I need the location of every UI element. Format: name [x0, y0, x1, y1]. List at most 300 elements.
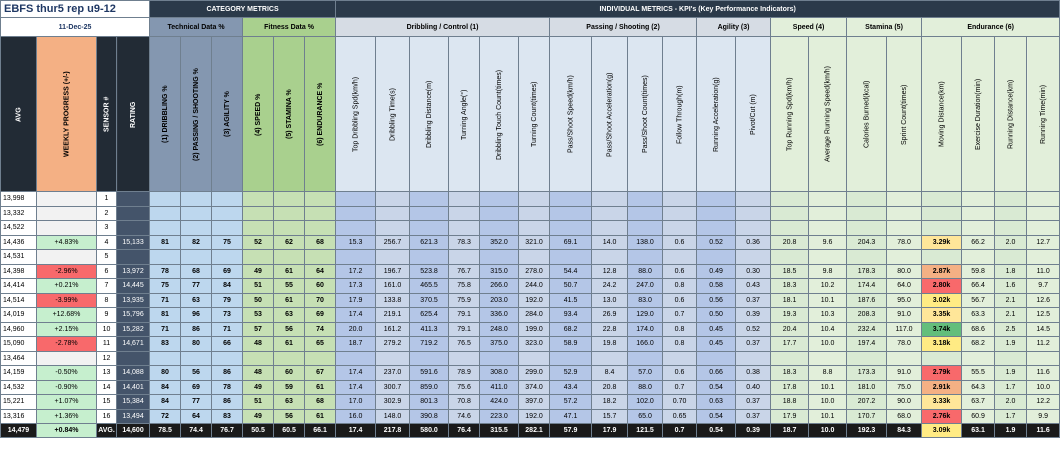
kpi-value-cell: 63.3: [962, 308, 995, 323]
avg-cell: 13,464: [1, 351, 37, 366]
kpi-value-cell: 232.4: [847, 322, 887, 337]
kpi-value-cell: 0.6: [663, 366, 697, 381]
kpi-value-cell: 54.4: [550, 264, 592, 279]
sensor-cell: 14: [97, 380, 117, 395]
category-value-cell: 66: [212, 337, 243, 352]
kpi-value-cell: 0.6: [663, 235, 697, 250]
kpi-value-cell: 56.7: [962, 293, 995, 308]
category-value-cell: 78: [150, 264, 181, 279]
kpi-value-cell: 18.3: [771, 366, 809, 381]
footer-kpi-value: 580.0: [410, 424, 449, 438]
kpi-value-cell: 76.7: [449, 264, 480, 279]
category-value-cell: 96: [181, 308, 212, 323]
category-value-cell: 60: [305, 279, 336, 294]
sensor-cell: 11: [97, 337, 117, 352]
category-value-cell: [243, 206, 274, 221]
kpi-value-cell: 801.3: [410, 395, 449, 410]
sensor-cell: 13: [97, 366, 117, 381]
category-value-cell: 75: [150, 279, 181, 294]
moving-distance-cell: 3.18k: [922, 337, 962, 352]
kpi-value-cell: 0.6: [663, 293, 697, 308]
footer-avg: 14,479: [1, 424, 37, 438]
kpi-value-cell: 17.3: [336, 279, 376, 294]
category-value-cell: 68: [181, 264, 212, 279]
category-value-cell: [212, 221, 243, 236]
category-value-cell: [243, 351, 274, 366]
moving-distance-cell: 3.29k: [922, 235, 962, 250]
kpi-value-cell: [887, 192, 922, 207]
category-value-cell: 65: [305, 337, 336, 352]
col-header-kpi: Sprint Count(times): [887, 37, 922, 192]
kpi-value-cell: [550, 192, 592, 207]
kpi-group-header: Speed (4): [771, 18, 847, 37]
kpi-value-cell: 10.0: [1027, 380, 1060, 395]
kpi-value-cell: 88.0: [628, 264, 663, 279]
kpi-value-cell: 2.0: [995, 235, 1027, 250]
footer-kpi-value: 18.7: [771, 424, 809, 438]
kpi-value-cell: 91.0: [887, 308, 922, 323]
kpi-value-cell: 187.6: [847, 293, 887, 308]
kpi-value-cell: 17.8: [771, 380, 809, 395]
kpi-value-cell: 0.70: [663, 395, 697, 410]
kpi-value-cell: 93.4: [550, 308, 592, 323]
kpi-value-cell: [336, 206, 376, 221]
kpi-value-cell: 9.7: [1027, 279, 1060, 294]
kpi-value-cell: [336, 192, 376, 207]
sensor-cell: 8: [97, 293, 117, 308]
category-value-cell: 86: [212, 395, 243, 410]
kpi-value-cell: 78.3: [449, 235, 480, 250]
kpi-value-cell: 66.2: [962, 235, 995, 250]
category-value-cell: [150, 250, 181, 265]
kpi-value-cell: 0.38: [736, 366, 771, 381]
kpi-value-cell: 1.7: [995, 380, 1027, 395]
category-value-cell: 63: [274, 308, 305, 323]
kpi-value-cell: 102.0: [628, 395, 663, 410]
category-value-cell: [305, 221, 336, 236]
kpi-value-cell: [995, 221, 1027, 236]
kpi-value-cell: 397.0: [519, 395, 550, 410]
kpi-value-cell: 10.4: [809, 322, 847, 337]
kpi-value-cell: 374.0: [519, 380, 550, 395]
kpi-value-cell: 8.8: [809, 366, 847, 381]
kpi-value-cell: [336, 221, 376, 236]
kpi-value-cell: 78.9: [449, 366, 480, 381]
kpi-value-cell: [449, 192, 480, 207]
kpi-value-cell: 161.2: [376, 322, 410, 337]
weekly-progress-cell: -2.78%: [37, 337, 97, 352]
kpi-group-header: Endurance (6): [922, 18, 1060, 37]
kpi-value-cell: 20.4: [771, 322, 809, 337]
kpi-value-cell: 88.0: [628, 380, 663, 395]
kpi-value-cell: 0.40: [736, 380, 771, 395]
kpi-value-cell: 181.0: [847, 380, 887, 395]
kpi-value-cell: 199.0: [519, 322, 550, 337]
kpi-value-cell: [550, 206, 592, 221]
kpi-value-cell: [887, 351, 922, 366]
category-value-cell: 63: [181, 293, 212, 308]
col-header-rating: RATING: [117, 37, 150, 192]
kpi-value-cell: 0.50: [697, 308, 736, 323]
category-value-cell: [150, 221, 181, 236]
avg-cell: 13,316: [1, 409, 37, 424]
category-value-cell: 69: [181, 380, 212, 395]
kpi-value-cell: [628, 206, 663, 221]
kpi-value-cell: 0.58: [697, 279, 736, 294]
kpi-group-header: Agility (3): [697, 18, 771, 37]
avg-cell: 14,414: [1, 279, 37, 294]
category-value-cell: 52: [243, 235, 274, 250]
kpi-value-cell: 9.6: [809, 235, 847, 250]
col-header-kpi: Top Dribbling Spd(km/h): [336, 37, 376, 192]
rating-cell: 13,972: [117, 264, 150, 279]
kpi-value-cell: 12.5: [1027, 308, 1060, 323]
category-value-cell: [212, 206, 243, 221]
kpi-value-cell: [697, 206, 736, 221]
category-value-cell: [274, 351, 305, 366]
kpi-value-cell: 17.2: [336, 264, 376, 279]
kpi-value-cell: 244.0: [519, 279, 550, 294]
kpi-value-cell: 79.1: [449, 322, 480, 337]
kpi-value-cell: 129.0: [628, 308, 663, 323]
footer-category-value: 60.5: [274, 424, 305, 438]
kpi-value-cell: 18.7: [336, 337, 376, 352]
kpi-value-cell: [1027, 192, 1060, 207]
kpi-value-cell: 11.2: [1027, 337, 1060, 352]
col-header-kpi: Dribbling Time(s): [376, 37, 410, 192]
weekly-progress-cell: -2.96%: [37, 264, 97, 279]
kpi-value-cell: [663, 206, 697, 221]
kpi-value-cell: 24.2: [592, 279, 628, 294]
col-header-avg: AVG: [1, 37, 37, 192]
kpi-value-cell: 1.6: [995, 279, 1027, 294]
kpi-value-cell: 424.0: [480, 395, 519, 410]
category-value-cell: 64: [305, 264, 336, 279]
kpi-value-cell: 75.6: [449, 380, 480, 395]
kpi-value-cell: [628, 250, 663, 265]
col-header-category: (3) AGILITY %: [212, 37, 243, 192]
kpi-value-cell: [771, 192, 809, 207]
col-header-category: (6) ENDURANCE %: [305, 37, 336, 192]
kpi-value-cell: [809, 250, 847, 265]
kpi-value-cell: 17.4: [336, 366, 376, 381]
kpi-value-cell: [449, 250, 480, 265]
footer-kpi-value: 315.5: [480, 424, 519, 438]
kpi-value-cell: 308.0: [480, 366, 519, 381]
kpi-value-cell: 0.49: [697, 264, 736, 279]
kpi-value-cell: [550, 250, 592, 265]
kpi-value-cell: [962, 351, 995, 366]
category-value-cell: [274, 250, 305, 265]
kpi-value-cell: 16.0: [336, 409, 376, 424]
kpi-value-cell: [962, 206, 995, 221]
kpi-value-cell: [628, 351, 663, 366]
kpi-value-cell: 0.45: [697, 337, 736, 352]
sensor-cell: 12: [97, 351, 117, 366]
kpi-value-cell: 1.9: [995, 337, 1027, 352]
kpi-value-cell: [995, 206, 1027, 221]
kpi-value-cell: 2.1: [995, 308, 1027, 323]
table-row: [1, 206, 1060, 221]
kpi-value-cell: [887, 221, 922, 236]
kpi-value-cell: 248.0: [480, 322, 519, 337]
kpi-value-cell: 0.7: [663, 380, 697, 395]
kpi-value-cell: 9.9: [1027, 409, 1060, 424]
footer-kpi-value: 217.8: [376, 424, 410, 438]
weekly-progress-cell: +12.68%: [37, 308, 97, 323]
kpi-value-cell: 315.0: [480, 264, 519, 279]
rating-cell: 13,935: [117, 293, 150, 308]
kpi-value-cell: [922, 192, 962, 207]
kpi-value-cell: [663, 192, 697, 207]
rating-cell: 14,671: [117, 337, 150, 352]
kpi-value-cell: 278.0: [519, 264, 550, 279]
footer-kpi-value: 0.54: [697, 424, 736, 438]
kpi-value-cell: 219.1: [376, 308, 410, 323]
kpi-value-cell: 80.0: [887, 264, 922, 279]
col-header-kpi: Pivot/Cut (m): [736, 37, 771, 192]
category-value-cell: 51: [243, 395, 274, 410]
category-value-cell: 81: [150, 308, 181, 323]
category-value-cell: [305, 250, 336, 265]
kpi-value-cell: 17.4: [336, 308, 376, 323]
kpi-value-cell: 59.8: [962, 264, 995, 279]
kpi-value-cell: [480, 250, 519, 265]
category-value-cell: 55: [274, 279, 305, 294]
kpi-value-cell: 14.5: [1027, 322, 1060, 337]
kpi-value-cell: 0.52: [736, 322, 771, 337]
kpi-value-cell: 19.8: [592, 337, 628, 352]
table-row: [1, 409, 1060, 424]
category-value-cell: 84: [150, 395, 181, 410]
kpi-value-cell: 66.4: [962, 279, 995, 294]
kpi-value-cell: 10.2: [809, 279, 847, 294]
category-value-cell: 60: [274, 366, 305, 381]
kpi-value-cell: [995, 250, 1027, 265]
kpi-value-cell: 55.5: [962, 366, 995, 381]
kpi-value-cell: [519, 192, 550, 207]
kpi-value-cell: [410, 221, 449, 236]
kpi-value-cell: [962, 221, 995, 236]
kpi-value-cell: 18.2: [592, 395, 628, 410]
category-value-cell: [181, 192, 212, 207]
sensor-cell: 9: [97, 308, 117, 323]
kpi-value-cell: [376, 351, 410, 366]
rating-cell: 14,445: [117, 279, 150, 294]
weekly-progress-cell: [37, 192, 97, 207]
col-header-kpi: Pass/Shoot Speed(km/h): [550, 37, 592, 192]
kpi-value-cell: 18.3: [771, 279, 809, 294]
footer-sensor: AVG.: [97, 424, 117, 438]
category-value-cell: [243, 221, 274, 236]
kpi-value-cell: 237.0: [376, 366, 410, 381]
kpi-value-cell: [410, 250, 449, 265]
kpi-value-cell: 197.4: [847, 337, 887, 352]
kpi-value-cell: 19.3: [771, 308, 809, 323]
kpi-value-cell: 0.8: [663, 337, 697, 352]
col-header-kpi: Calories Burned(kcal): [847, 37, 887, 192]
kpi-value-cell: [1027, 351, 1060, 366]
avg-cell: 15,221: [1, 395, 37, 410]
kpi-value-cell: 0.39: [736, 308, 771, 323]
kpi-value-cell: 138.0: [628, 235, 663, 250]
col-header-kpi: Top Running Spd(km/h): [771, 37, 809, 192]
footer-kpi-value: 10.0: [809, 424, 847, 438]
category-value-cell: 70: [305, 293, 336, 308]
category-value-cell: 79: [212, 293, 243, 308]
table-row: [1, 351, 1060, 366]
kpi-value-cell: [847, 206, 887, 221]
kpi-value-cell: 10.1: [809, 293, 847, 308]
avg-cell: 13,998: [1, 192, 37, 207]
category-value-cell: 50: [243, 293, 274, 308]
kpi-value-cell: 0.45: [697, 322, 736, 337]
kpi-value-cell: [480, 351, 519, 366]
kpi-value-cell: [809, 351, 847, 366]
weekly-progress-cell: -0.50%: [37, 366, 97, 381]
kpi-value-cell: 0.7: [663, 308, 697, 323]
col-header-kpi: Pass/Shoot Acceleration(g): [592, 37, 628, 192]
category-value-cell: 78: [212, 380, 243, 395]
table-row: [1, 337, 1060, 352]
sensor-cell: 15: [97, 395, 117, 410]
category-value-cell: [274, 221, 305, 236]
kpi-value-cell: 0.37: [736, 409, 771, 424]
col-header-kpi: Dribbling Distance(m): [410, 37, 449, 192]
kpi-value-cell: 64.3: [962, 380, 995, 395]
category-value-cell: 64: [181, 409, 212, 424]
col-header-kpi: Running Distance(km): [995, 37, 1027, 192]
kpi-value-cell: 22.8: [592, 322, 628, 337]
kpi-value-cell: [922, 206, 962, 221]
kpi-value-cell: 79.1: [449, 308, 480, 323]
kpi-value-cell: 0.30: [736, 264, 771, 279]
kpi-value-cell: 0.54: [697, 380, 736, 395]
kpi-value-cell: [771, 206, 809, 221]
category-value-cell: 61: [305, 409, 336, 424]
category-value-cell: 49: [243, 380, 274, 395]
kpi-value-cell: 68.2: [550, 322, 592, 337]
category-value-cell: 59: [274, 380, 305, 395]
footer-kpi-value: 11.6: [1027, 424, 1060, 438]
footer-kpi-value: 17.9: [592, 424, 628, 438]
weekly-progress-cell: [37, 250, 97, 265]
footer-category-value: 66.1: [305, 424, 336, 438]
table-row: [1, 250, 1060, 265]
footer-kpi-value: 121.5: [628, 424, 663, 438]
kpi-value-cell: 75.8: [449, 279, 480, 294]
kpi-value-cell: [887, 206, 922, 221]
table-row: [1, 221, 1060, 236]
kpi-value-cell: 13.0: [592, 293, 628, 308]
category-value-cell: 48: [243, 366, 274, 381]
footer-category-value: 50.5: [243, 424, 274, 438]
kpi-value-cell: 411.3: [410, 322, 449, 337]
kpi-value-cell: 0.8: [663, 322, 697, 337]
category-value-cell: 68: [305, 395, 336, 410]
moving-distance-cell: 3.74k: [922, 322, 962, 337]
rating-cell: 15,282: [117, 322, 150, 337]
kpi-value-cell: 12.2: [1027, 395, 1060, 410]
category-value-cell: 68: [305, 235, 336, 250]
kpi-value-cell: 68.2: [962, 337, 995, 352]
table-row: [1, 322, 1060, 337]
kpi-value-cell: 43.4: [550, 380, 592, 395]
moving-distance-cell: 3.02k: [922, 293, 962, 308]
kpi-value-cell: [1027, 250, 1060, 265]
kpi-value-cell: 247.0: [628, 279, 663, 294]
fitness-data-header: Fitness Data %: [243, 18, 336, 37]
col-header-kpi: Pass/Shoot Count(times): [628, 37, 663, 192]
kpi-value-cell: 10.1: [809, 380, 847, 395]
kpi-value-cell: 95.0: [887, 293, 922, 308]
kpi-value-cell: 465.5: [410, 279, 449, 294]
kpi-value-cell: 10.0: [809, 337, 847, 352]
category-value-cell: [305, 206, 336, 221]
kpi-value-cell: 336.0: [480, 308, 519, 323]
footer-kpi-value: 84.3: [887, 424, 922, 438]
kpi-value-cell: [736, 351, 771, 366]
kpi-value-cell: 203.0: [480, 293, 519, 308]
moving-distance-cell: 3.35k: [922, 308, 962, 323]
rating-cell: 15,384: [117, 395, 150, 410]
kpi-value-cell: [736, 221, 771, 236]
category-value-cell: [305, 192, 336, 207]
kpi-value-cell: 390.8: [410, 409, 449, 424]
category-value-cell: 74: [305, 322, 336, 337]
kpi-value-cell: 17.9: [771, 409, 809, 424]
footer-weekly-progress: +0.84%: [37, 424, 97, 438]
kpi-value-cell: 18.8: [771, 395, 809, 410]
avg-cell: 14,522: [1, 221, 37, 236]
sensor-cell: 4: [97, 235, 117, 250]
category-value-cell: 77: [181, 279, 212, 294]
category-value-cell: 84: [212, 279, 243, 294]
kpi-value-cell: [550, 351, 592, 366]
category-value-cell: [150, 206, 181, 221]
weekly-progress-cell: +4.83%: [37, 235, 97, 250]
table-row: [1, 395, 1060, 410]
kpi-value-cell: 20.8: [592, 380, 628, 395]
moving-distance-cell: 3.33k: [922, 395, 962, 410]
footer-kpi-value: 192.3: [847, 424, 887, 438]
moving-distance-cell: 2.91k: [922, 380, 962, 395]
kpi-value-cell: 41.5: [550, 293, 592, 308]
weekly-progress-cell: [37, 351, 97, 366]
table-row: [1, 308, 1060, 323]
col-header-category: (4) SPEED %: [243, 37, 274, 192]
avg-cell: 14,159: [1, 366, 37, 381]
kpi-value-cell: 10.0: [809, 395, 847, 410]
kpi-value-cell: [449, 221, 480, 236]
kpi-value-cell: 161.0: [376, 279, 410, 294]
kpi-value-cell: 12.8: [592, 264, 628, 279]
kpi-value-cell: 70.8: [449, 395, 480, 410]
avg-cell: 14,960: [1, 322, 37, 337]
category-value-cell: 69: [305, 308, 336, 323]
kpi-value-cell: 60.9: [962, 409, 995, 424]
category-value-cell: [243, 250, 274, 265]
kpi-value-cell: [376, 250, 410, 265]
col-header-kpi: Running Acceleration(g): [697, 37, 736, 192]
kpi-value-cell: 12.6: [1027, 293, 1060, 308]
table-row: [1, 380, 1060, 395]
moving-distance-cell: 2.80k: [922, 279, 962, 294]
col-header-kpi: Running Time(min): [1027, 37, 1060, 192]
category-value-cell: 80: [181, 337, 212, 352]
kpi-value-cell: 375.0: [480, 337, 519, 352]
kpi-value-cell: [847, 221, 887, 236]
